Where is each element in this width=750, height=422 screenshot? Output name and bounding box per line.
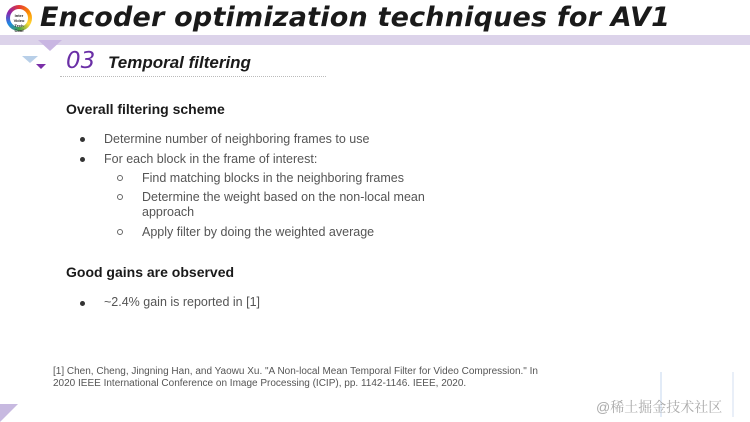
sub-bullet-icon [117, 175, 123, 181]
list-item: Apply filter by doing the weighted average [142, 225, 375, 239]
triangle-blue-icon [22, 56, 38, 63]
sub-bullet-icon [117, 194, 123, 200]
list-item: Determine number of neighboring frames to use [104, 132, 370, 146]
watermark: @稀土掘金技术社区 [596, 399, 723, 415]
sub-bullet-icon [117, 229, 123, 235]
bullet-icon [80, 301, 85, 306]
logo-text: Inter Video Tech Conf [10, 9, 28, 27]
triangle-purple-icon [36, 64, 46, 69]
heading-filtering-scheme: Overall filtering scheme [66, 101, 225, 117]
section-number: 03 [66, 48, 96, 74]
reference-line-1: [1] Chen, Cheng, Jingning Han, and Yaowu Xu. "A Non-local Mean Temporal Filter for Video Compression." In [53, 366, 538, 377]
reference-citation [53, 366, 633, 390]
triangle-decoration-icon [38, 40, 62, 51]
reference-line-2: 2020 IEEE International Conference on Image Processing (ICIP), pp. 1142-1146. IEEE, 2020. [53, 378, 467, 389]
list-item: For each block in the frame of interest: [104, 152, 318, 166]
bullet-icon [80, 157, 85, 162]
conference-logo [6, 5, 32, 31]
list-item: Determine the weight based on the non-local mean [142, 190, 425, 204]
corner-triangle-icon [0, 404, 18, 422]
heading-gains: Good gains are observed [66, 264, 235, 280]
section-title: Temporal filtering [108, 53, 251, 72]
list-item-continuation: approach [142, 205, 195, 219]
bullet-icon [80, 137, 85, 142]
section-divider [60, 76, 326, 77]
list-item: Find matching blocks in the neighboring frames [142, 171, 404, 185]
list-item: ~2.4% gain is reported in [1] [104, 295, 260, 309]
slide-title: Encoder optimization techniques for AV1 [40, 2, 671, 33]
title-underline-bar [0, 35, 750, 45]
